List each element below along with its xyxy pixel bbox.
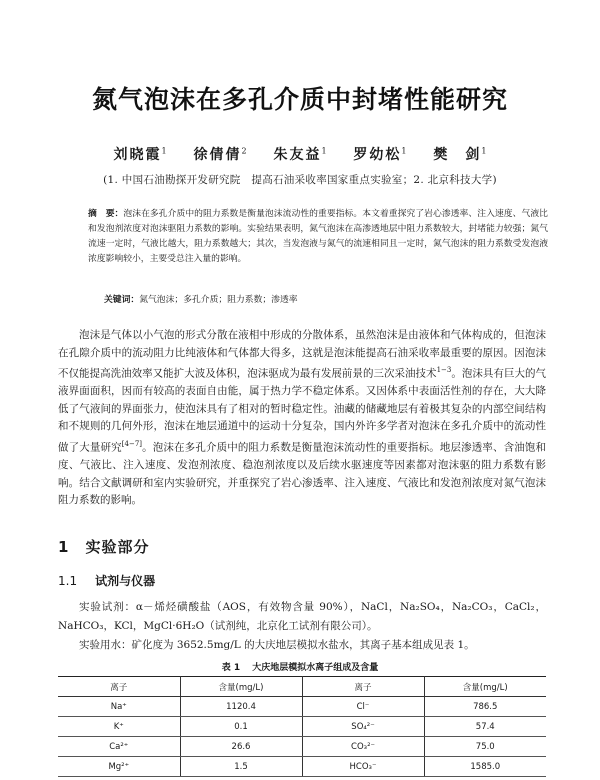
- intro-paragraph: 泡沫是气体以小气泡的形式分散在液相中形成的分散体系，虽然泡沫是由液体和气体构成的，但泡沫在孔隙介质中的流动阻力比纯液体和气体都大得多，这就是泡沫能提高石油采收率最重要的原因。因泡沫不仅能提高洗油效率又能扩大波及体积，泡沫驱成为最有发展前景的三次采油技术$^{1-3}$。泡沫具有巨大的气液界面面积，因而有较高的表面自由能，属于热力学不稳定体系。又因体系中表面活性剂的存在，大大降低了气液间的界面张力，使泡沫具有了相对的暂时稳定性。油藏的储藏地层有着极其复杂的内部空间结构和不规则的几何外形，泡沫在地层通道中的运动十分复杂，国内外许多学者对泡沫在多孔介质中的流动性做了大量研究[4−7]。泡沫在多孔介质中的阻力系数是衡量泡沫流动性的重要指标。地层渗透率、含油饱和度、气液比、注入速度、发泡剂浓度、稳泡剂浓度以及后续水驱速度等因素都对泡沫驱的阻力系数有影响。结合文献调研和室内实验研究，并重探究了岩心渗透率、注入速度、气液比和发泡剂浓度对氮气泡沫阻力系数的影响。: [58, 329, 547, 507]
- table-row: [58, 697, 546, 717]
- table-cell: 1585.0: [424, 757, 546, 777]
- table-header: 含量(mg/L): [180, 677, 302, 697]
- table-header-row: [58, 677, 546, 697]
- table-cell: Ca²⁺: [58, 737, 180, 757]
- citation: [4−7]: [121, 440, 143, 449]
- table-cell: HCO₃⁻: [302, 757, 424, 777]
- author-list: [0, 144, 600, 164]
- author: 刘晓霞$^1$: [113, 146, 167, 163]
- table-caption: 表 1 大庆地层模拟水离子组成及含量: [221, 663, 379, 673]
- table-cell: K⁺: [58, 717, 180, 737]
- table-row: [58, 737, 546, 757]
- table-cell: Mg²⁺: [58, 757, 180, 777]
- abstract-label: 摘 要：: [88, 209, 124, 219]
- affiliation: (1. 中国石油勘探开发研究院 提高石油采收率国家重点实验室；2. 北京科技大学): [103, 174, 497, 186]
- keywords: [104, 293, 544, 308]
- citation: 1−3: [436, 366, 452, 375]
- table-row: [58, 717, 546, 737]
- abstract-text: 泡沫在多孔介质中的阻力系数是衡量泡沫流动性的重要指标。本文着重探究了岩心渗透率、注入速度、气液比和发泡剂浓度对泡沫驱阻力系数的影响。实验结果表明，氮气泡沫在高渗透地层中阻力系数较大，封堵能力较强；氮气流速一定时，气液比越大，阻力系数越大；其次，当发泡液与氮气的流速相同且一定时，氮气泡沫的阻力系数受发泡液浓度影响较小，主要受总注入量的影响。: [88, 209, 548, 264]
- keywords-label: 关键词：: [104, 295, 140, 305]
- table-cell: 0.1: [180, 717, 302, 737]
- paper-title: 氮气泡沫在多孔介质中封堵性能研究: [91, 85, 508, 114]
- author: 樊 剑$^1$: [433, 146, 487, 163]
- table-cell: 1.5: [180, 757, 302, 777]
- table-header: 离子: [302, 677, 424, 697]
- table-cell: 75.0: [424, 737, 546, 757]
- table-row: [58, 757, 546, 777]
- author: 罗幼松$^1$: [353, 146, 407, 163]
- keywords-text: 氮气泡沫；多孔介质；阻力系数；渗透率: [139, 295, 298, 305]
- table-cell: 1120.4: [180, 697, 302, 717]
- author: 徐倩倩$^2$: [193, 146, 247, 163]
- ion-table: [58, 676, 546, 777]
- subsection-heading: 1.1 试剂与仪器: [58, 574, 156, 588]
- table-cell: 26.6: [180, 737, 302, 757]
- table-cell: 786.5: [424, 697, 546, 717]
- table-cell: 57.4: [424, 717, 546, 737]
- section-heading: 1 实验部分: [58, 538, 150, 556]
- table-header: 含量(mg/L): [424, 677, 546, 697]
- table-cell: Cl⁻: [302, 697, 424, 717]
- table-cell: SO₄²⁻: [302, 717, 424, 737]
- abstract: [88, 207, 548, 267]
- table-cell: CO₃²⁻: [302, 737, 424, 757]
- author: 朱友益$^1$: [273, 146, 327, 163]
- table-cell: Na⁺: [58, 697, 180, 717]
- reagents-paragraph: 实验试剂：α－烯烃磺酸盐（AOS，有效物含量 90%），NaCl，Na₂SO₄，Na₂CO₃，CaCl₂，NaHCO₃，KCl，MgCl·6H₂O（试剂纯，北京化工试剂有限公司）。: [58, 601, 546, 632]
- table-header: 离子: [58, 677, 180, 697]
- water-paragraph: 实验用水：矿化度为 3652.5mg/L 的大庆地层模拟水盐水，其离子基本组成见表 1。: [79, 639, 475, 651]
